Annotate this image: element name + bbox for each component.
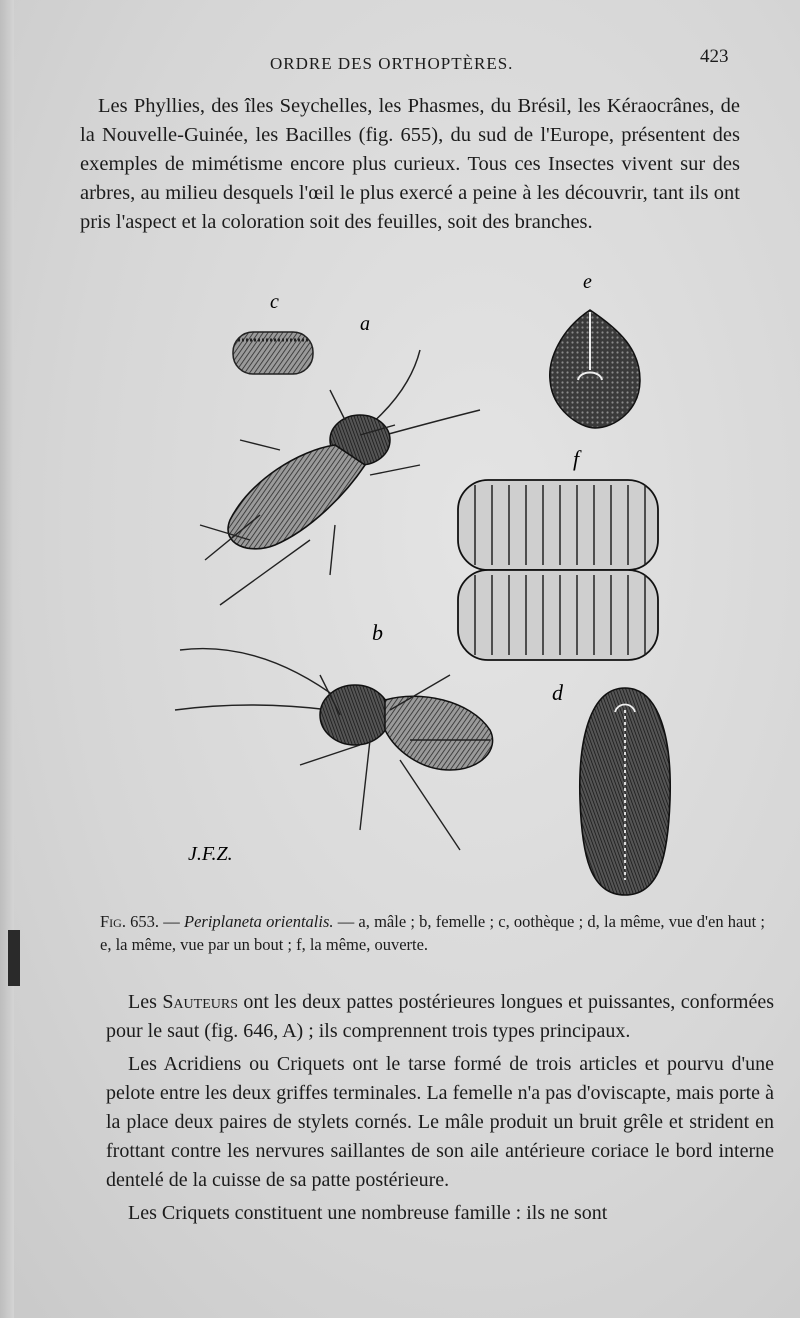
label-b: b [372, 620, 383, 645]
body-text [106, 988, 774, 1232]
p1-lead: Les [128, 991, 163, 1013]
label-a: a [360, 313, 370, 335]
term-sauteurs: Sauteurs [162, 991, 238, 1013]
figure-caption [100, 910, 765, 956]
running-head: ORDRE DES ORTHOPTÈRES. [270, 54, 514, 73]
caption-fig-number: Fig. 653. [100, 912, 160, 931]
intro-paragraph: Les Phyllies, des îles Seychelles, les Phasmes, du Brésil, les Kéraocrânes, de la Nouvelle-Guinée, les Bacilles (fig. 655), du sud de l'Europe, présentent des exemples de mimétisme encore plus curieux. Tous ces Insectes vivent sur des arbres, au milieu desquels l'œil le plus exercé a peine à les découvrir, tant ils ont pris l'aspect et la coloration soit des feuilles, soit des branches. [80, 95, 740, 233]
paragraph-sauteurs [106, 988, 774, 1046]
ootheca-c-drawing [233, 332, 313, 374]
label-f: f [573, 446, 580, 471]
cockroach-b-female-drawing [175, 649, 493, 850]
p1-rest: ont les deux pattes postérieures longues et puissantes, conformées pour le saut (fig. 646, A) ; ils comprennent trois types principaux. [106, 991, 774, 1042]
figure-653 [160, 270, 720, 910]
caption-description: — a, mâle ; b, femelle ; c, oothèque ; d, la même, vue d'en haut ; e, la même, vue par un bout ; f, la même, ouverte. [100, 912, 766, 954]
ootheca-f-opened-drawing [458, 480, 658, 660]
label-e: e [583, 271, 592, 293]
page-number: 423 [700, 46, 729, 67]
cockroach-a-male-drawing [200, 350, 480, 605]
binding-tape [8, 930, 20, 986]
label-c: c [270, 291, 279, 313]
caption-dash: — [159, 912, 184, 931]
caption-species: Periplaneta orientalis. [184, 912, 334, 931]
ootheca-d-top-view-drawing [580, 688, 670, 895]
label-d: d [552, 680, 563, 705]
ootheca-e-end-view-drawing [550, 310, 640, 428]
paragraph-criquets: Les Criquets constituent une nombreuse famille : ils ne sont [128, 1202, 608, 1224]
engraver-signature: J.F.Z. [188, 843, 233, 865]
paragraph-acridiens: Les Acridiens ou Criquets ont le tarse formé de trois articles et pourvu d'une pelote entre les deux griffes terminales. La femelle n'a pas d'oviscapte, mais porte à la place deux paires de stylets cornés. Le mâle produit un bruit grêle et strident en frottant contre les nervures saillantes de son aile antérieure coriace le bord interne dentelé de la cuisse de sa patte postérieure. [106, 1053, 774, 1191]
page-edge [0, 0, 14, 1318]
